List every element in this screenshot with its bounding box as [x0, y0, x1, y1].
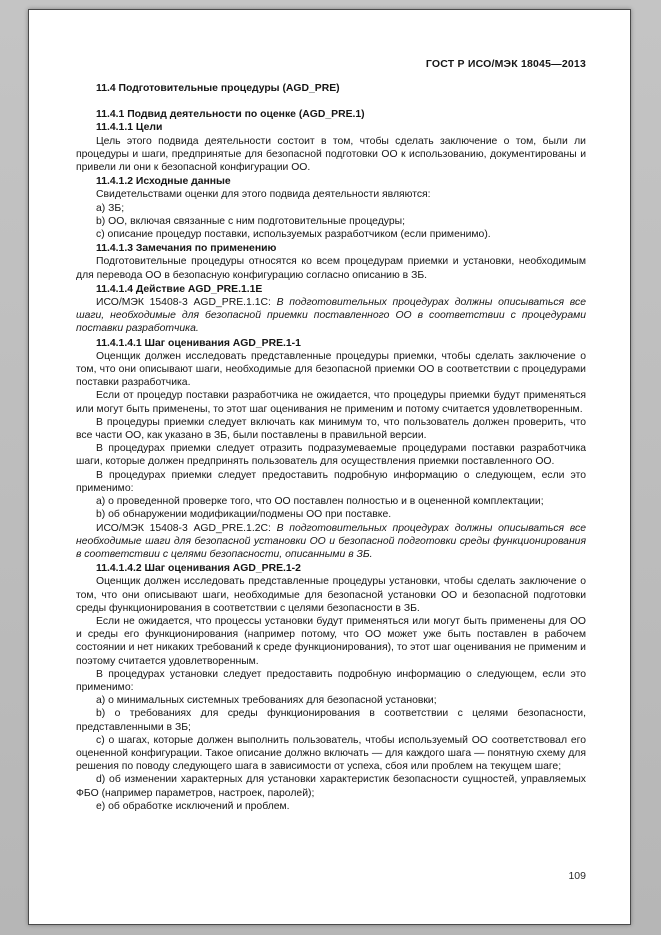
- list-item: b) о требованиях для среды функционирования в соответствии с целями безопасности, представленными в ЗБ;: [76, 708, 586, 733]
- citation-paragraph: [76, 296, 586, 336]
- section-heading: 11.4.1.1 Цели: [96, 122, 163, 134]
- page-content: [76, 82, 586, 813]
- paragraph: Цель этого подвида деятельности состоит в том, чтобы сделать заключение о том, были ли процедуры и шаги, предпринятые для безопасной подготовки ОО к использованию, документированы и привели ли они к безопасной конфигурации ОО.: [76, 135, 586, 174]
- list-item: e) об обработке исключений и проблем.: [96, 800, 290, 812]
- paragraph: Оценщик должен исследовать представленные процедуры приемки, чтобы сделать заключение о том, что они описывают шаги, необходимые для безопасной приемки ОО в соответствии с процедурами поставки разработчика.: [76, 350, 586, 389]
- paragraph: В процедурах приемки следует предоставить подробную информацию о следующем, если это применимо:: [76, 469, 586, 494]
- paragraph: В процедурах установки следует предоставить подробную информацию о следующем, если это применимо:: [76, 668, 586, 693]
- paragraph: Оценщик должен исследовать представленные процедуры установки, чтобы сделать заключение о том, что они описывают шаги, необходимые для безопасной установки ОО и безопасной подготовки среды функционирования в соответствии с целями безопасности в ЗБ.: [76, 576, 586, 614]
- citation-text: В подготовительных процедурах должны описываться все шаги, необходимые для безопасной приемки поставленного ОО в соответствии с процедурами поставки разработчика.: [76, 297, 586, 335]
- citation-text: В подготовительных процедурах должны описываться все необходимые шаги для безопасной установки ОО и безопасной подготовки среды функционирования в соответствии с целями безопасности, описанными в ЗБ.: [76, 522, 586, 560]
- section-heading: 11.4.1 Подвид деятельности по оценке (AGD_PRE.1): [96, 109, 365, 121]
- citation-paragraph: [76, 522, 586, 562]
- list-item: c) описание процедур поставки, используемых разработчиком (если применимо).: [96, 229, 491, 241]
- citation-reference: ИСО/МЭК 15408-3 AGD_PRE.1.2C:: [96, 522, 277, 534]
- list-item: d) об изменении характерных для установки характеристик безопасности сущностей, управляемых ФБО (например параметров, настроек, паролей);: [76, 774, 586, 799]
- list-item: c) о шагах, которые должен выполнить пользователь, чтобы используемый ОО соответствовал его оцененной конфигурации. Такое описание должно включать — для каждого шага — понятную схему для решения по поводу следующего шага в зависимости от успеха, сбоя или проблем на текущем шаге;: [76, 734, 586, 773]
- paragraph: Если не ожидается, что процессы установки будут применяться или могут быть применены для ОО и среды его функционирования (например потому, что ОО может уже быть поставлен в рабочем состоянии и нет никаких требований к среде функционирования), то этот шаг оценивания не применим и поэтому считается удовлетворенным.: [76, 615, 586, 667]
- list-item: b) об обнаружении модификации/подмены ОО при поставке.: [96, 509, 392, 521]
- section-heading: 11.4 Подготовительные процедуры (AGD_PRE): [96, 83, 340, 94]
- list-item: a) о минимальных системных требованиях для безопасной установки;: [96, 695, 437, 707]
- list-item: a) ЗБ;: [96, 202, 125, 214]
- paragraph: В процедуры приемки следует включать как минимум то, что пользователь должен проверить, что все части ОО, как указано в ЗБ, были поставлены в правильной версии.: [76, 416, 586, 442]
- section-heading: 11.4.1.2 Исходные данные: [96, 176, 231, 188]
- paragraph: Свидетельствами оценки для этого подвида деятельности являются:: [96, 189, 431, 201]
- citation-reference: ИСО/МЭК 15408-3 AGD_PRE.1.1C:: [96, 297, 277, 309]
- paragraph: Подготовительные процедуры относятся ко всем процедурам приемки и установки, необходимым для перевода ОО в безопасную конфигурацию согласно описанию в ЗБ.: [76, 256, 586, 281]
- section-heading: 11.4.1.3 Замечания по применению: [96, 243, 277, 255]
- page-number: 109: [568, 870, 586, 882]
- document-page: [28, 9, 631, 925]
- section-heading: 11.4.1.4.2 Шаг оценивания AGD_PRE.1-2: [96, 563, 301, 575]
- paragraph: В процедурах приемки следует отразить подразумеваемые процедурами поставки разработчика шаги, которые должен предпринять пользователь для осуществления приемки поставленного ОО.: [76, 443, 586, 468]
- running-header: ГОСТ Р ИСО/МЭК 18045—2013: [425, 58, 586, 70]
- list-item: a) о проведенной проверке того, что ОО поставлен полностью и в оцененной комплектации;: [96, 496, 544, 508]
- paragraph: Если от процедур поставки разработчика не ожидается, что процедуры приемки будут применяться или могут быть применены, то этот шаг оценивания не применим и потому считается удовлетворенным.: [76, 390, 586, 415]
- section-heading: 11.4.1.4.1 Шаг оценивания AGD_PRE.1-1: [96, 337, 301, 349]
- list-item: b) ОО, включая связанные с ним подготовительные процедуры;: [96, 215, 405, 227]
- section-heading: 11.4.1.4 Действие AGD_PRE.1.1E: [96, 283, 263, 295]
